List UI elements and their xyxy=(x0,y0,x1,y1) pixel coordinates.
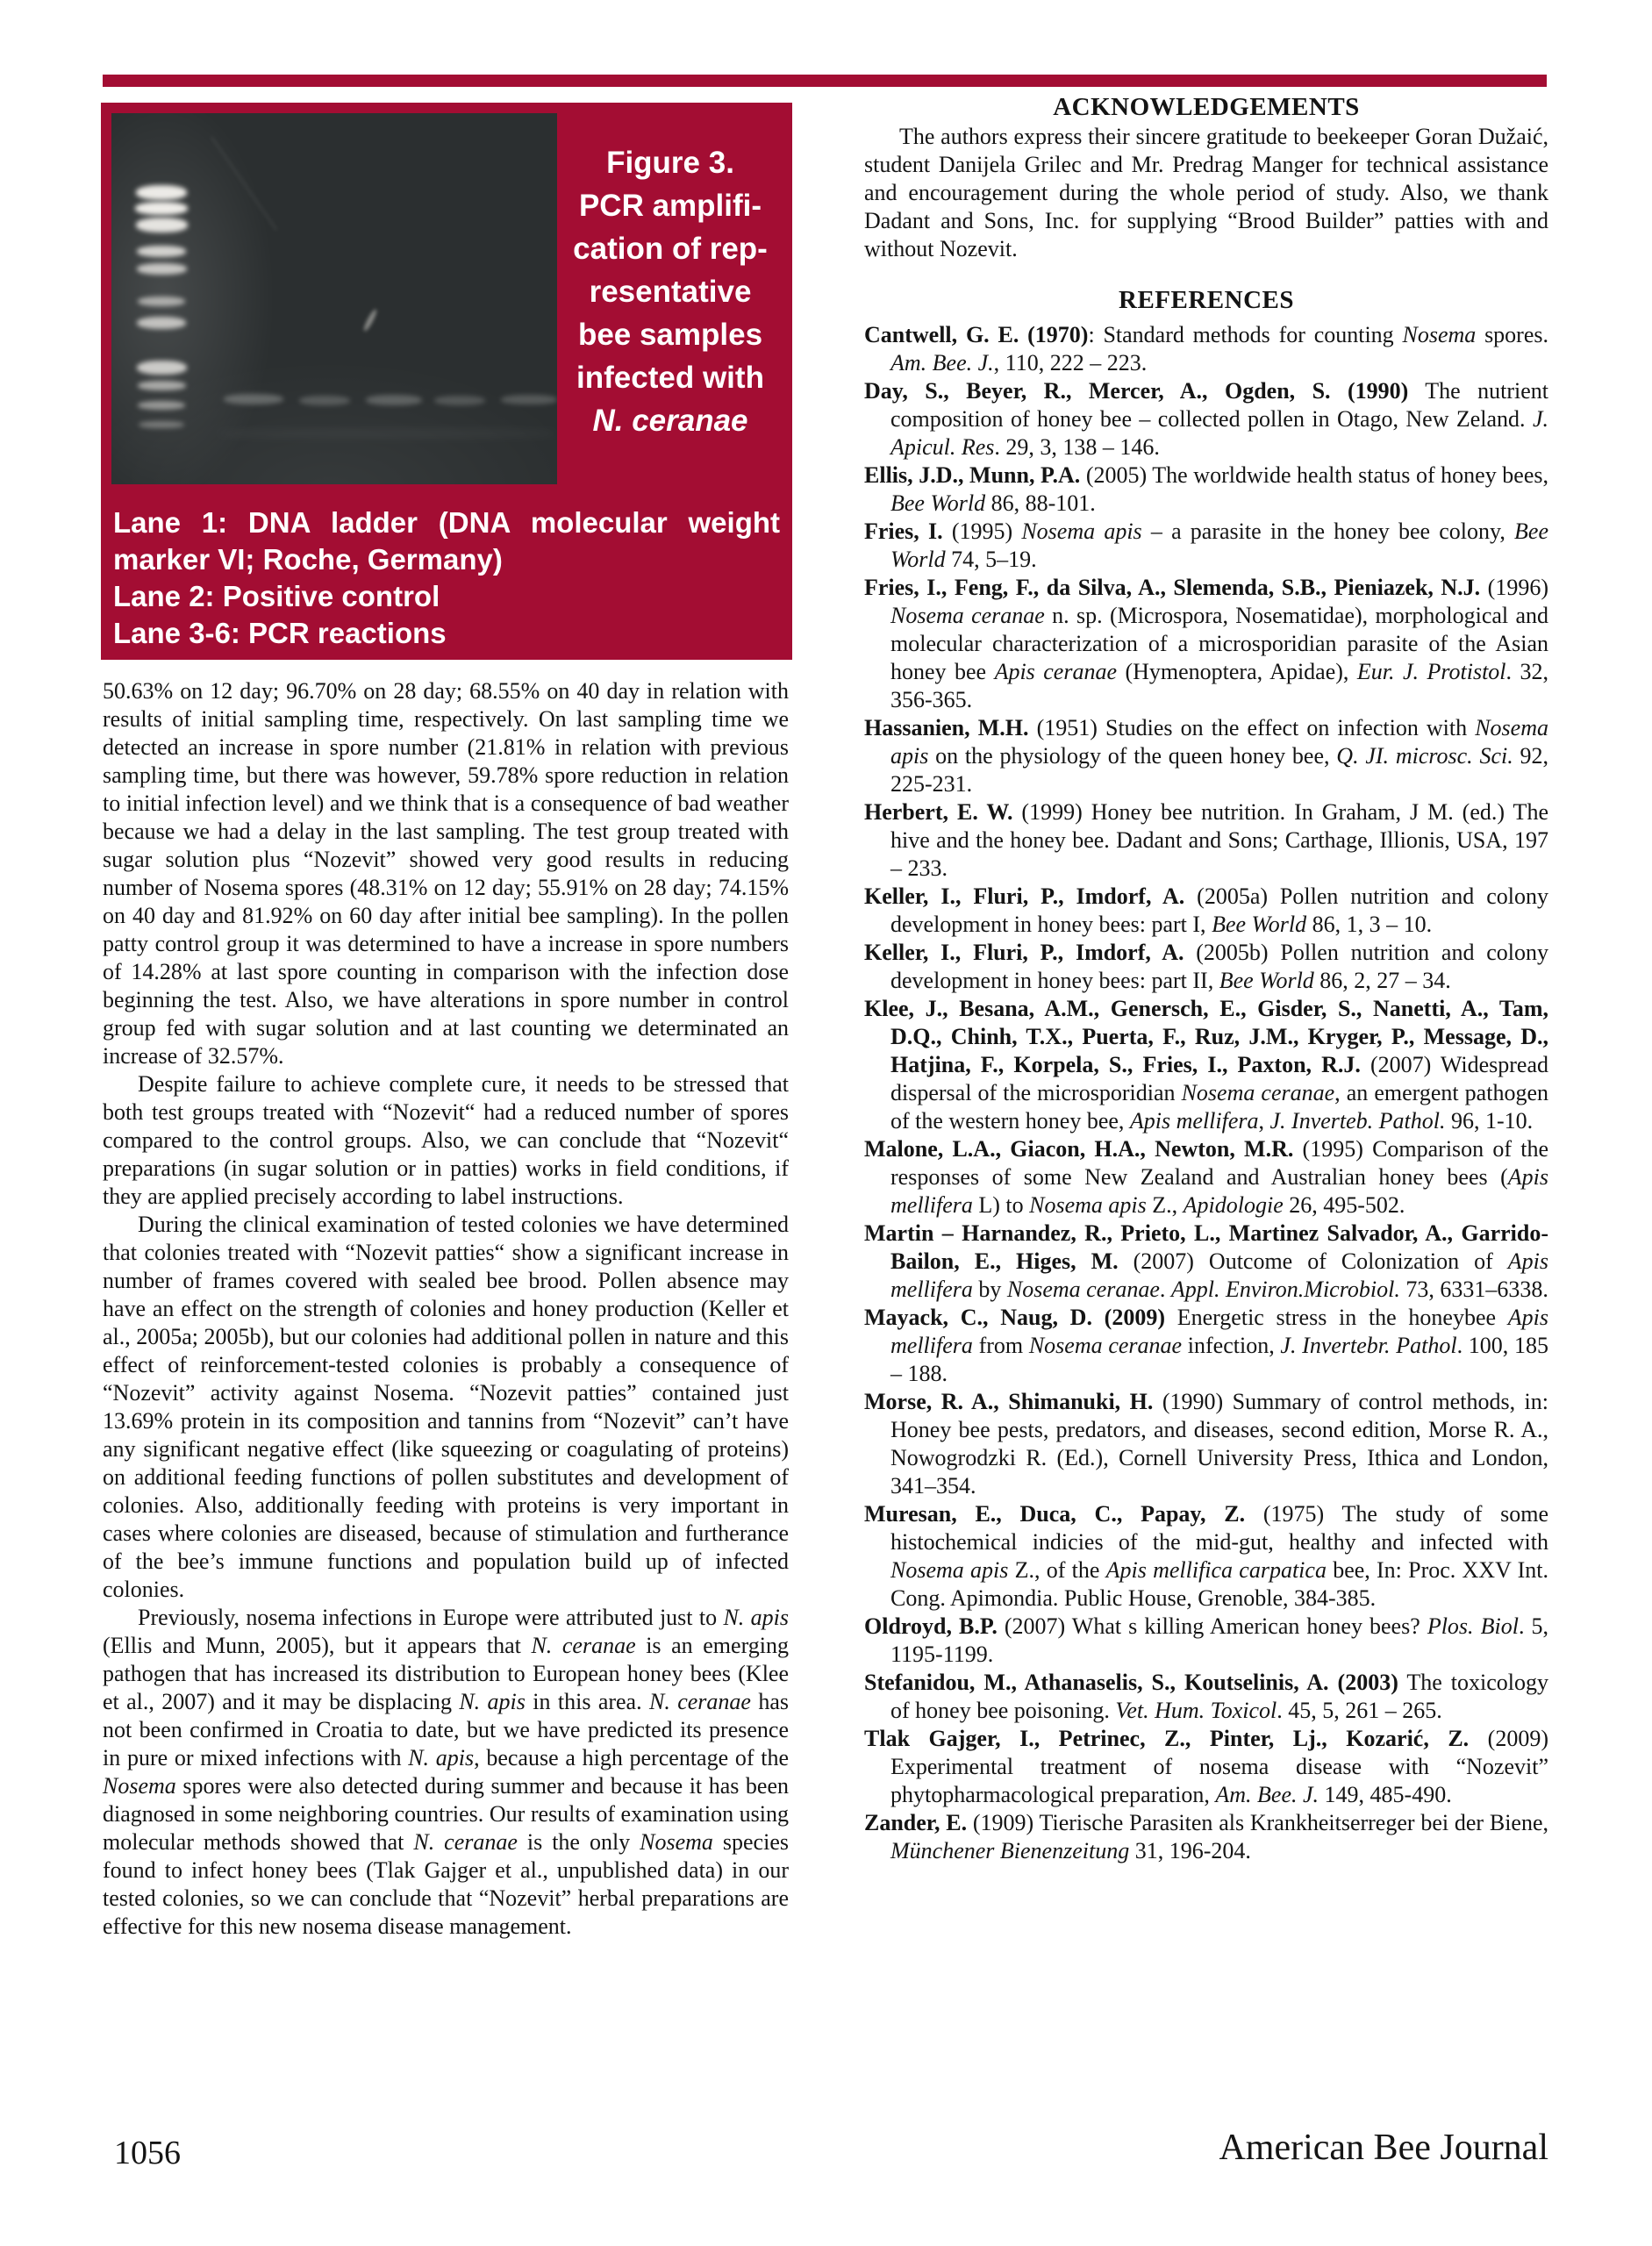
right-text-column xyxy=(864,91,1548,1865)
lane-legend-line: Lane 2: Positive control xyxy=(113,580,440,612)
reference-entry: Ellis, J.D., Munn, P.A. (2005) The worldwide health status of honey bees, Bee World 86, 88-101. xyxy=(864,462,1548,516)
reference-entry: Mayack, C., Naug, D. (2009) Energetic stress in the honeybee Apis mellifera from Nosema ceranae infection, J. Invertebr. Pathol. 100, 185 – 188. xyxy=(864,1305,1549,1386)
reference-entry: Malone, L.A., Giacon, H.A., Newton, M.R. (1995) Comparison of the responses of some New Zealand and Australian honey bees (Apis mellifera L) to Nosema apis Z., Apidologie 26, 495-502. xyxy=(864,1136,1549,1218)
reference-entry: Cantwell, G. E. (1970): Standard methods for counting Nosema spores. Am. Bee. J., 110, 222 – 223. xyxy=(864,322,1548,376)
reference-entry: Zander, E. (1909) Tierische Parasiten als Krankheitserreger bei der Biene, Münchener Bienenzeitung 31, 196-204. xyxy=(864,1810,1548,1863)
figure-caption-line: Figure 3. xyxy=(606,146,734,180)
figure-caption-line: infected with xyxy=(576,361,764,395)
figure-caption-line: bee samples xyxy=(577,318,763,352)
acknowledgements-paragraph: The authors express their sincere gratitude to beekeeper Goran Dužaić, student Danijela Grilec and Mr. Predrag Manger for technical assistance and encouragement during the whole period of study. Also, we thank Dadant and Sons, Inc. for supplying “Brood Builder” patties with and without Nozevit. xyxy=(864,124,1548,261)
lane-legend-line: Lane 3-6: PCR reactions xyxy=(113,617,447,649)
figure-caption-line: resentative xyxy=(589,275,752,309)
reference-entry: Keller, I., Fluri, P., Imdorf, A. (2005a) Pollen nutrition and colony development in honey bees: part I, Bee World 86, 1, 3 – 10. xyxy=(864,883,1548,937)
body-paragraph: 50.63% on 12 day; 96.70% on 28 day; 68.55% on 40 day in relation with results of initial sampling time, respectively. On last sampling time we detected an increase in spore number (21.81% in relation with previous sampling time, but there was however, 59.78% spore reduction in relation to initial infection level) and we think that is a consequence of bad weather because we had a delay in the last sampling. The test group treated with sugar solution plus “Nozevit” showed very good results in reducing number of Nosema spores (48.31% on 12 day; 55.91% on 28 day; 74.15% on 40 day and 81.92% on 60 day after initial bee sampling). In the pollen patty control group it was determined to have a increase in spore numbers of 14.28% at last spore counting in comparison with the infection dose beginning the test. Also, we have alterations in spore number in control group fed with sugar solution and at last counting we determinated an increase of 32.57%. xyxy=(103,678,789,1069)
reference-entry: Oldroyd, B.P. (2007) What s killing American honey bees? Plos. Biol. 5, 1195-1199. xyxy=(864,1613,1549,1667)
figure-3-box xyxy=(101,103,792,660)
reference-entry: Stefanidou, M., Athanaselis, S., Koutselinis, A. (2003) The toxicology of honey bee poisoning. Vet. Hum. Toxicol. 45, 5, 261 – 265. xyxy=(864,1670,1548,1723)
left-text-column xyxy=(103,677,789,1941)
figure-lane-legend xyxy=(113,504,780,652)
lane-legend-line: marker VI; Roche, Germany) xyxy=(113,543,503,576)
reference-entry: Herbert, E. W. (1999) Honey bee nutrition. In Graham, J M. (ed.) The hive and the honey bee. Dadant and Sons; Carthage, Illionis, USA, 197 – 233. xyxy=(864,799,1548,881)
body-paragraph: During the clinical examination of tested colonies we have determined that colonies treated with “Nozevit patties“ show a significant increase in number of frames covered with sealed bee brood. Pollen absence may have an effect on the strength of colonies and honey production (Keller et al., 2005a; 2005b), but our colonies had additional pollen in nature and this effect of reinforcement-tested colonies is probably a consequence of “Nozevit” activity against Nosema. “Nozevit patties” contained just 13.69% protein in its composition and tannins from “Nozevit” can’t have any significant negative effect (like squeezing or coagulating of proteins) on additional feeding functions of pollen substitutes and development of colonies. Also, additionally feeding with proteins is very important in cases where colonies are diseased, because of stimulation and furtherance of the bee’s immune functions and population build up of infected colonies. xyxy=(103,1212,790,1602)
body-paragraph: Previously, nosema infections in Europe were attributed just to N. apis (Ellis and Munn, 2005), but it appears that N. ceranae is an emerging pathogen that has increased its distribution to European honey bees (Klee et al., 2007) and it may be displacing N. apis in this area. N. ceranae has not been confirmed in Croatia to date, but we have predicted its presence in pure or mixed infections with N. apis, because a high percentage of the Nosema spores were also detected during summer and because it has been diagnosed in some neighboring countries. Our results of examination using molecular methods showed that N. ceranae is the only Nosema species found to infect honey bees (Tlak Gajger et al., unpublished data) in our tested colonies, so we can conclude that “Nozevit” herbal preparations are effective for this new nosema disease management. xyxy=(103,1605,790,1939)
acknowledgements-heading: ACKNOWLEDGEMENTS xyxy=(1053,93,1360,121)
page-number: 1056 xyxy=(114,2135,181,2171)
lane-legend-line: Lane 1: DNA ladder (DNA molecular weight xyxy=(113,506,780,539)
figure-caption-line: PCR amplifi- xyxy=(578,189,762,223)
reference-entry: Fries, I. (1995) Nosema apis – a parasite in the honey bee colony, Bee World 74, 5–19. xyxy=(864,519,1548,572)
figure-caption-line: cation of rep- xyxy=(573,232,768,266)
journal-name: American Bee Journal xyxy=(1219,2128,1548,2168)
figure-caption-title xyxy=(557,141,783,442)
reference-entry: Morse, R. A., Shimanuki, H. (1990) Summary of control methods, in: Honey bee pests, predators, and diseases, second edition, Morse R. A., Nowogrodzki R. (Ed.), Cornell University Press, Ithica and London, 341–354. xyxy=(864,1389,1548,1499)
reference-entry: Hassanien, M.H. (1951) Studies on the effect on infection with Nosema apis on the physiology of the queen honey bee, Q. JI. microsc. Sci. 92, 225-231. xyxy=(864,715,1549,797)
reference-entry: Fries, I., Feng, F., da Silva, A., Slemenda, S.B., Pieniazek, N.J. (1996) Nosema ceranae n. sp. (Microspora, Nosematidae), morphological and molecular characterization of a microsporidian parasite of the Asian honey bee Apis ceranae (Hymenoptera, Apidae), Eur. J. Protistol. 32, 356-365. xyxy=(864,575,1548,712)
figure-caption-species: N. ceranae xyxy=(592,404,748,438)
gel-electrophoresis-image xyxy=(111,113,557,484)
reference-entry: Tlak Gajger, I., Petrinec, Z., Pinter, Lj., Kozarić, Z. (2009) Experimental treatment of nosema disease with “Nozevit” phytopharmacological preparation, Am. Bee. J. 149, 485-490. xyxy=(864,1726,1548,1807)
reference-entry: Muresan, E., Duca, C., Papay, Z. (1975) The study of some histochemical indicies of the mid-gut, healthy and infected with Nosema apis Z., of the Apis mellifica carpatica bee, In: Proc. XXV Int. Cong. Apimondia. Public House, Grenoble, 384-385. xyxy=(864,1501,1548,1611)
body-paragraph: Despite failure to achieve complete cure, it needs to be stressed that both test groups treated with “Nozevit“ had a reduced number of spores compared to the control groups. Also, we can conclude that “Nozevit“ preparations (in sugar solution or in patties) works in field conditions, if they are applied precisely according to label instructions. xyxy=(103,1071,789,1209)
reference-entry: Klee, J., Besana, A.M., Genersch, E., Gisder, S., Nanetti, A., Tam, D.Q., Chinh, T.X., Puerta, F., Ruz, J.M., Kryger, P., Message, D., Hatjina, F., Korpela, S., Fries, I., Paxton, R.J. (2007) Widespread dispersal of the microsporidian Nosema ceranae, an emergent pathogen of the western honey bee, Apis mellifera, J. Inverteb. Pathol. 96, 1-10. xyxy=(864,996,1548,1134)
reference-entry: Keller, I., Fluri, P., Imdorf, A. (2005b) Pollen nutrition and colony development in honey bees: part II, Bee World 86, 2, 27 – 34. xyxy=(864,940,1548,993)
reference-entry: Martin – Harnandez, R., Prieto, L., Martinez Salvador, A., Garrido-Bailon, E., Higes, M. (2007) Outcome of Colonization of Apis mellifera by Nosema ceranae. Appl. Environ.Microbiol. 73, 6331–6338. xyxy=(864,1220,1548,1302)
references-heading: REFERENCES xyxy=(1119,286,1294,314)
top-rule-bar xyxy=(103,75,1547,87)
reference-entry: Day, S., Beyer, R., Mercer, A., Ogden, S. (1990) The nutrient composition of honey bee – collected pollen in Otago, New Zeland. J. Apicul. Res. 29, 3, 138 – 146. xyxy=(864,378,1548,460)
references-list xyxy=(864,321,1548,1865)
